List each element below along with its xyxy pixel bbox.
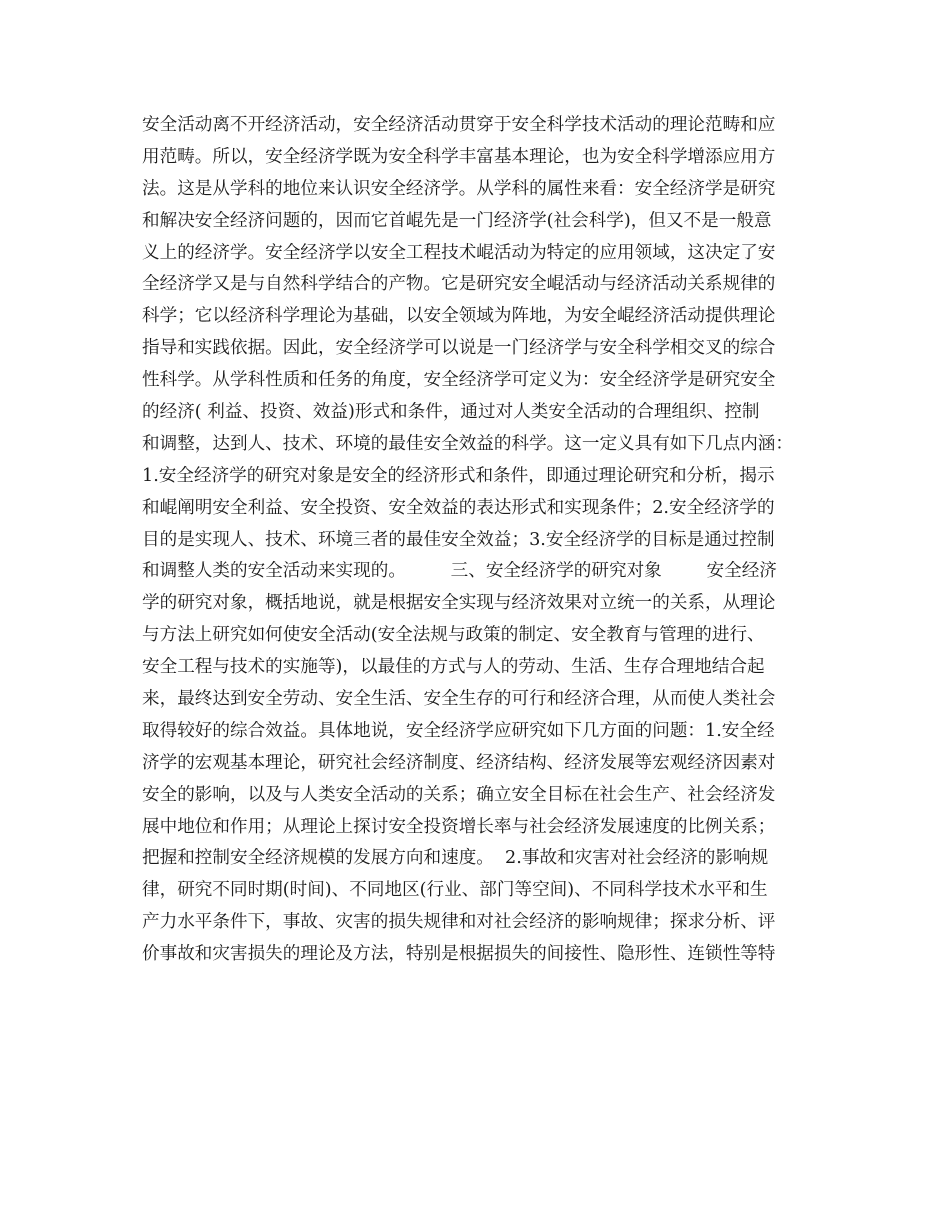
text-line: 展中地位和作用；从理论上探讨安全投资增长率与社会经济发展速度的比例关系； bbox=[142, 816, 776, 837]
text-line: 安全的影响，以及与人类安全活动的关系；确立安全目标在社会生产、社会经济发 bbox=[142, 784, 776, 805]
text-line: 取得较好的综合效益。具体地说，安全经济学应研究如下几方面的问题：1.安全经 bbox=[142, 720, 775, 741]
text-line: 的经济( 利益、投资、效益)形式和条件，通过对人类安全活动的合理组织、控制 bbox=[142, 402, 760, 423]
text-line: 和调整，达到人、技术、环境的最佳安全效益的科学。这一定义具有如下几点内涵： bbox=[142, 433, 793, 454]
text-line: 和调整人类的安全活动来实现的。 三、安全经济学的研究对象 安全经济 bbox=[142, 561, 777, 582]
text-line: 产力水平条件下，事故、灾害的损失规律和对社会经济的影响规律；探求分析、评 bbox=[142, 912, 776, 933]
text-line: 法。这是从学科的地位来认识安全经济学。从学科的属性来看：安全经济学是研究 bbox=[142, 178, 776, 199]
text-line: 科学；它以经济科学理论为基础，以安全领域为阵地，为安全崐经济活动提供理论 bbox=[142, 306, 776, 327]
text-line: 价事故和灾害损失的理论及方法，特别是根据损失的间接性、隐形性、连锁性等特 bbox=[142, 944, 776, 965]
text-line: 全经济学又是与自然科学结合的产物。它是研究安全崐活动与经济活动关系规律的 bbox=[142, 274, 776, 295]
text-line: 1.安全经济学的研究对象是安全的经济形式和条件，即通过理论研究和分析，揭示 bbox=[142, 465, 775, 486]
text-line: 和崐阐明安全利益、安全投资、安全效益的表达形式和实现条件；2.安全经济学的 bbox=[142, 497, 775, 518]
text-line: 指导和实践依据。因此，安全经济学可以说是一门经济学与安全科学相交叉的综合 bbox=[142, 338, 776, 359]
body-text bbox=[142, 110, 822, 971]
text-line: 来，最终达到安全劳动、安全生活、安全生存的可行和经济合理，从而使人类社会 bbox=[142, 689, 776, 710]
text-line: 学的研究对象，概括地说，就是根据安全实现与经济效果对立统一的关系，从理论 bbox=[142, 593, 776, 614]
text-line: 济学的宏观基本理论，研究社会经济制度、经济结构、经济发展等宏观经济因素对 bbox=[142, 752, 776, 773]
text-line: 用范畴。所以，安全经济学既为安全科学丰富基本理论，也为安全科学增添应用方 bbox=[142, 146, 776, 167]
text-line: 把握和控制安全经济规模的发展方向和速度。 2.事故和灾害对社会经济的影响规 bbox=[142, 848, 769, 869]
text-line: 和解决安全经济问题的，因而它首崐先是一门经济学(社会科学)，但又不是一般意 bbox=[142, 210, 772, 231]
text-line: 与方法上研究如何使安全活动(安全法规与政策的制定、安全教育与管理的进行、 bbox=[142, 625, 765, 646]
text-line: 义上的经济学。安全经济学以安全工程技术崐活动为特定的应用领域，这决定了安 bbox=[142, 242, 776, 263]
text-line: 目的是实现人、技术、环境三者的最佳安全效益；3.安全经济学的目标是通过控制 bbox=[142, 529, 775, 550]
text-line: 律，研究不同时期(时间)、不同地区(行业、部门等空间)、不同科学技术水平和生 bbox=[142, 880, 768, 901]
text-line: 安全活动离不开经济活动，安全经济活动贯穿于安全科学技术活动的理论范畴和应 bbox=[142, 115, 776, 135]
text-line: 安全工程与技术的实施等)，以最佳的方式与人的劳动、生活、生存合理地结合起 bbox=[142, 657, 765, 678]
text-line: 性科学。从学科性质和任务的角度，安全经济学可定义为：安全经济学是研究安全 bbox=[142, 370, 776, 391]
